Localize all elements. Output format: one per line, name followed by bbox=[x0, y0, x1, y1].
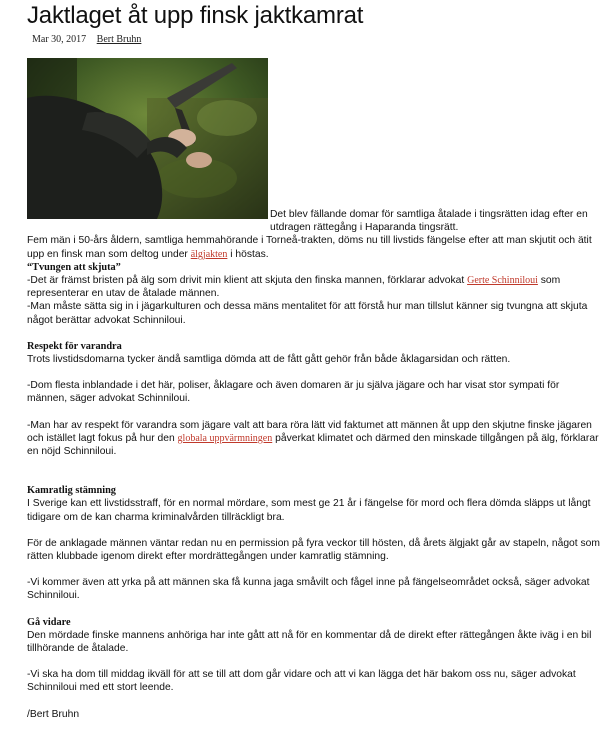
hunter-photo-image bbox=[27, 58, 268, 219]
intro-paragraph: Det blev fällande domar för samtliga åtalade i tingsrätten idag efter en utdragen rättegång i Haparanda tingsrätt. bbox=[270, 209, 588, 234]
section-heading-tvungen: “Tvungen att skjuta” bbox=[27, 261, 121, 273]
section-paragraph: I Sverige kan ett livstidsstraff, för en normal mördare, som mest ge 21 år i fängelse för mord och flera dömda släpps ut långt tidigare om de kan charma kriminalvården tillräckligt bra. bbox=[27, 498, 591, 523]
section-paragraph: -Vi kommer även att yrka på att männen ska få kunna jaga småvilt och fågel inne på fängelseområdet också, säger advokat Schinniloui. bbox=[27, 577, 590, 602]
paragraph-text-end: påverkat klimatet och därmed den minskade tillgången på älg, förklarar en nöjd Schinniloui. bbox=[27, 432, 599, 458]
intro-paragraph-2 bbox=[27, 234, 602, 260]
section-paragraph: -Man måste sätta sig in i jägarkulturen och dessa mäns mentalitet för att förstå hur man tillslut känner sig tvungna att skjuta något berättar advokat Schinniloui. bbox=[27, 301, 588, 326]
section-paragraph: -Dom flesta inblandade i det här, poliser, åklagare och även domaren är ju själva jägare och har visat stor sympati för männen, säger advokat Schinniloui. bbox=[27, 380, 560, 405]
article-title: Jaktlaget åt upp finsk jaktkamrat bbox=[27, 2, 364, 29]
section-paragraph: Den mördade finske mannens anhöriga har inte gått att nå för en kommentar då de direkt efter rättegången åkte iväg i en bil tillhörande de åtalade. bbox=[27, 629, 592, 655]
article-photo bbox=[27, 58, 268, 219]
section-heading-kamratlig: Kamratlig stämning bbox=[27, 485, 116, 497]
globala-uppvarmningen-link[interactable]: globala uppvärmningen bbox=[177, 432, 273, 444]
section-paragraph bbox=[27, 419, 602, 459]
article-body bbox=[27, 208, 602, 721]
gerte-schinniloui-link[interactable]: Gerte Schinniloui bbox=[467, 275, 538, 287]
section-paragraph: -Vi ska ha dom till middag ikväll för att se till att dom går vidare och att vi kan lägga det här bakom oss nu, säger advokat Schinniloui med ett stort leende. bbox=[27, 669, 576, 694]
algjakten-link[interactable]: älgjakten bbox=[190, 248, 228, 260]
byline bbox=[32, 34, 141, 45]
publish-date: Mar 30, 2017 bbox=[32, 34, 87, 45]
section-paragraph bbox=[27, 274, 602, 300]
intro-text: Fem män i 50-års åldern, samtliga hemmahörande i Torneå-trakten, döms nu till livstids fängelse efter att man skjutit och ätit upp en finsk man som deltog under bbox=[27, 235, 592, 260]
paragraph-text-end: som representerar en utav de åtalade männen. bbox=[27, 275, 561, 300]
paragraph-text: -Man har av respekt för varandra som jägare valt att bara röra lätt vid faktumet att männen åt upp den skjutne finske jägaren och istället lagt fokus på hur den bbox=[27, 419, 592, 444]
paragraph-text: -Det är främst bristen på älg som drivit min klient att skjuta den finska mannen, förklarar advokat bbox=[27, 275, 468, 287]
section-heading-respekt: Respekt för varandra bbox=[27, 340, 122, 352]
section-heading-ga-vidare: Gå vidare bbox=[27, 616, 71, 628]
signoff: /Bert Bruhn bbox=[27, 708, 80, 720]
section-paragraph: Trots livstidsdomarna tycker ändå samtliga dömda att de fått gått gehör från både åklagarsidan och rätten. bbox=[27, 354, 511, 366]
section-paragraph: För de anklagade männen väntar redan nu en permission på fyra veckor till hösten, då årets älgjakt går av stapeln, något som rätten klubbade igenom direkt efter mordrättegången under kamratlig stämning. bbox=[27, 537, 600, 563]
intro-text-end: i höstas. bbox=[227, 248, 269, 260]
author-link[interactable]: Bert Bruhn bbox=[96, 34, 142, 45]
